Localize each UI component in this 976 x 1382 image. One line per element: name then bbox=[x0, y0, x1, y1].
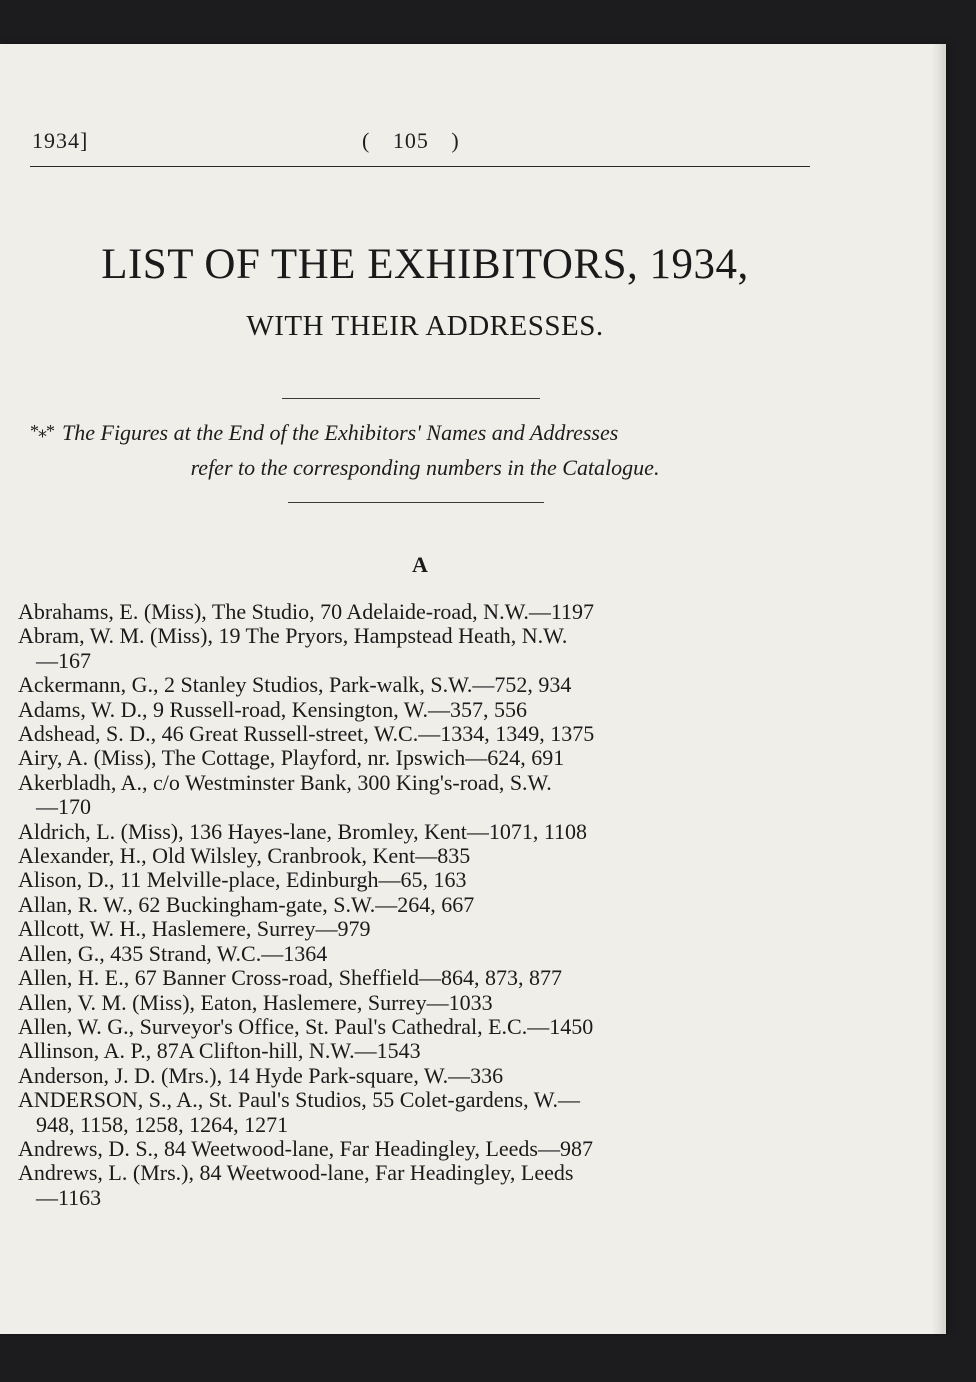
exhibitor-entry-text: Anderson, J. D. (Mrs.), 14 Hyde Park-square, W.—336 bbox=[18, 1062, 504, 1088]
exhibitor-entry-text: Andrews, L. (Mrs.), 84 Weetwood-lane, Far Headingley, Leeds bbox=[18, 1160, 574, 1186]
exhibitor-entry bbox=[18, 893, 808, 917]
exhibitor-entry-text: Allen, V. M. (Miss), Eaton, Haslemere, Surrey—1033 bbox=[18, 989, 493, 1015]
exhibitor-entry bbox=[18, 991, 808, 1015]
exhibitor-entry-text: Akerbladh, A., c/o Westminster Bank, 300 King's-road, S.W. bbox=[18, 769, 552, 795]
exhibitor-entry bbox=[18, 917, 808, 941]
exhibitor-entry-text: Adshead, S. D., 46 Great Russell-street, W.C.—1334, 1349, 1375 bbox=[18, 721, 595, 747]
exhibitor-entry-text: Alexander, H., Old Wilsley, Cranbrook, Kent—835 bbox=[18, 843, 471, 869]
book-page bbox=[0, 44, 946, 1334]
exhibitor-entry-continuation: —1163 bbox=[36, 1184, 102, 1210]
exhibitor-entry-text: Allinson, A. P., 87A Clifton-hill, N.W.—1543 bbox=[18, 1038, 421, 1064]
exhibitor-entry-text: Andrews, D. S., 84 Weetwood-lane, Far Headingley, Leeds—987 bbox=[18, 1135, 593, 1161]
exhibitor-entry bbox=[18, 624, 808, 673]
note-line-2: refer to the corresponding numbers in the Catalogue. bbox=[190, 455, 660, 480]
exhibitor-entry-continuation: —167 bbox=[36, 647, 91, 673]
exhibitor-entry bbox=[18, 820, 808, 844]
exhibitor-entry bbox=[18, 844, 808, 868]
divider-rule-bottom bbox=[288, 502, 544, 503]
exhibitor-entry-text: Abram, W. M. (Miss), 19 The Pryors, Hampstead Heath, N.W. bbox=[18, 623, 568, 649]
divider-rule-top bbox=[282, 398, 540, 399]
exhibitor-entry bbox=[18, 1137, 808, 1161]
exhibitor-entry bbox=[18, 1161, 808, 1210]
exhibitor-entry-text: Alison, D., 11 Melville-place, Edinburgh—65, 163 bbox=[18, 867, 467, 893]
page-number: ( 105 ) bbox=[362, 128, 460, 153]
note-line-1-text: The Figures at the End of the Exhibitors' Names and Addresses bbox=[62, 420, 619, 445]
exhibitor-entry-continuation: —170 bbox=[36, 794, 91, 820]
page-subtitle: WITH THEIR ADDRESSES. bbox=[246, 310, 604, 342]
exhibitor-entry-text: Allan, R. W., 62 Buckingham-gate, S.W.—264, 667 bbox=[18, 891, 475, 917]
exhibitor-entry bbox=[18, 942, 808, 966]
exhibitor-entry bbox=[18, 868, 808, 892]
exhibitor-entry bbox=[18, 1039, 808, 1063]
exhibitor-entry bbox=[18, 966, 808, 990]
header-rule bbox=[30, 166, 810, 167]
exhibitor-entry-text: Allen, G., 435 Strand, W.C.—1364 bbox=[18, 940, 328, 966]
exhibitor-entry-text: Aldrich, L. (Miss), 136 Hayes-lane, Bromley, Kent—1071, 1108 bbox=[18, 818, 588, 844]
exhibitor-entry bbox=[18, 1088, 808, 1137]
page-edge-shadow bbox=[932, 44, 942, 1334]
exhibitor-entry-text: Allen, H. E., 67 Banner Cross-road, Sheffield—864, 873, 877 bbox=[18, 965, 563, 991]
exhibitor-entry bbox=[18, 722, 808, 746]
running-head bbox=[32, 124, 812, 164]
exhibitor-entry bbox=[18, 698, 808, 722]
page-title: LIST OF THE EXHIBITORS, 1934, bbox=[101, 241, 749, 288]
exhibitor-entry bbox=[18, 746, 808, 770]
running-head-year: 1934] bbox=[32, 128, 89, 153]
asterism-icon: *⁎* bbox=[30, 421, 54, 441]
exhibitor-entry-continuation: 948, 1158, 1258, 1264, 1271 bbox=[36, 1111, 289, 1137]
exhibitor-entry bbox=[18, 673, 808, 697]
exhibitor-entry-text: ANDERSON, S., A., St. Paul's Studios, 55 Colet-gardens, W.— bbox=[18, 1087, 580, 1113]
exhibitor-entry bbox=[18, 771, 808, 820]
catalogue-note bbox=[30, 416, 820, 485]
exhibitor-entry-text: Airy, A. (Miss), The Cottage, Playford, nr. Ipswich—624, 691 bbox=[18, 745, 565, 771]
exhibitor-entry-text: Adams, W. D., 9 Russell-road, Kensington, W.—357, 556 bbox=[18, 696, 528, 722]
section-letter: A bbox=[412, 552, 428, 577]
exhibitor-entry-text: Allen, W. G., Surveyor's Office, St. Paul's Cathedral, E.C.—1450 bbox=[18, 1013, 594, 1039]
exhibitor-entry-text: Abrahams, E. (Miss), The Studio, 70 Adelaide-road, N.W.—1197 bbox=[18, 599, 594, 624]
exhibitor-list bbox=[18, 600, 808, 1210]
exhibitor-entry bbox=[18, 1064, 808, 1088]
exhibitor-entry-text: Ackermann, G., 2 Stanley Studios, Park-walk, S.W.—752, 934 bbox=[18, 672, 572, 698]
note-line-1 bbox=[30, 416, 820, 451]
exhibitor-entry bbox=[18, 600, 808, 624]
exhibitor-entry bbox=[18, 1015, 808, 1039]
exhibitor-entry-text: Allcott, W. H., Haslemere, Surrey—979 bbox=[18, 916, 371, 942]
